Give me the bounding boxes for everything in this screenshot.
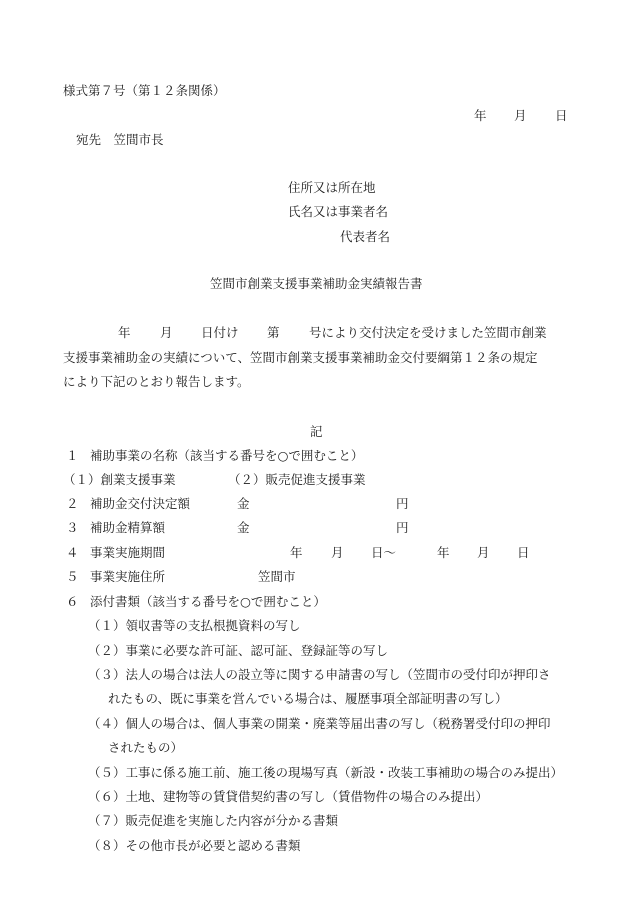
item2-prefix: 金 (237, 496, 250, 511)
item4-start-day: 日～ (371, 545, 397, 560)
item5-label: 事業実施住所 (90, 569, 166, 584)
ki-heading: 記 (310, 424, 323, 439)
attachment-7: （７）販売促進を実施した内容が分かる書類 (88, 813, 339, 828)
name-label: 氏名又は事業者名 (288, 204, 389, 219)
item1-option1: （１）創業支援事業 (63, 472, 176, 487)
attachment-3-continued: れたもの、既に事業を営んでいる場合は、履歴事項全部証明書の写し） (108, 691, 508, 706)
item5-value: 笠間市 (258, 569, 296, 584)
attachment-6: （６）土地、建物等の賃貸借契約書の写し（賃借物件の場合のみ提出） (88, 789, 489, 804)
item4-start-year: 年 (290, 545, 303, 560)
attachment-1: （１）領収書等の支払根拠資料の写し (88, 618, 301, 633)
date-month-label: 月 (514, 108, 527, 123)
body-line2: 支援事業補助金の実績について、笠間市創業支援事業補助金交付要綱第１２条の規定 (63, 350, 538, 365)
attachment-5: （５）工事に係る施工前、施工後の現場写真（新設・改装工事補助の場合のみ提出） (88, 765, 564, 780)
item1-label: 補助事業の名称（該当する番号を○で囲むこと） (90, 448, 364, 463)
attachment-3: （３）法人の場合は法人の設立等に関する申請書の写し（笠間市の受付印が押印さ (88, 667, 551, 682)
representative-label: 代表者名 (340, 229, 391, 244)
item4-end-day: 日 (517, 545, 530, 560)
attachment-4-continued: されたもの） (108, 740, 184, 755)
item3-unit: 円 (396, 520, 409, 535)
body-day-dated-label: 日付け (201, 325, 239, 340)
item2-number: ２ (66, 496, 79, 511)
item4-number: ４ (66, 545, 79, 560)
attachment-2: （２）事業に必要な許可証、認可証、登録証等の写し (88, 643, 389, 658)
date-year-label: 年 (474, 108, 487, 123)
item6-number: ６ (66, 594, 79, 609)
item6-label: 添付書類（該当する番号を○で囲むこと） (90, 594, 326, 609)
item4-end-year: 年 (437, 545, 450, 560)
item2-label: 補助金交付決定額 (90, 496, 191, 511)
body-year-label: 年 (118, 325, 131, 340)
item4-label: 事業実施期間 (90, 545, 166, 560)
body-month-label: 月 (160, 325, 173, 340)
item3-number: ３ (66, 520, 79, 535)
addressee: 宛先 笠間市長 (76, 132, 164, 147)
item2-unit: 円 (396, 496, 409, 511)
form-number: 様式第７号（第１２条関係） (63, 83, 226, 98)
body-line3: により下記のとおり報告します。 (63, 374, 250, 389)
attachment-4: （４）個人の場合は、個人事業の開業・廃業等届出書の写し（税務署受付印の押印 (88, 716, 551, 731)
body-dai-label: 第 (267, 325, 280, 340)
date-day-label: 日 (555, 108, 568, 123)
body-line1-rest: 号により交付決定を受けました笠間市創業 (309, 325, 547, 340)
item3-prefix: 金 (237, 520, 250, 535)
document-title: 笠間市創業支援事業補助金実績報告書 (210, 276, 423, 291)
attachment-8: （８）その他市長が必要と認める書類 (88, 838, 301, 853)
item4-end-month: 月 (477, 545, 490, 560)
item4-start-month: 月 (331, 545, 344, 560)
item3-label: 補助金精算額 (90, 520, 166, 535)
address-label: 住所又は所在地 (288, 180, 376, 195)
item1-option2: （２）販売促進支援事業 (228, 472, 366, 487)
item1-number: １ (66, 448, 79, 463)
item5-number: ５ (66, 569, 79, 584)
